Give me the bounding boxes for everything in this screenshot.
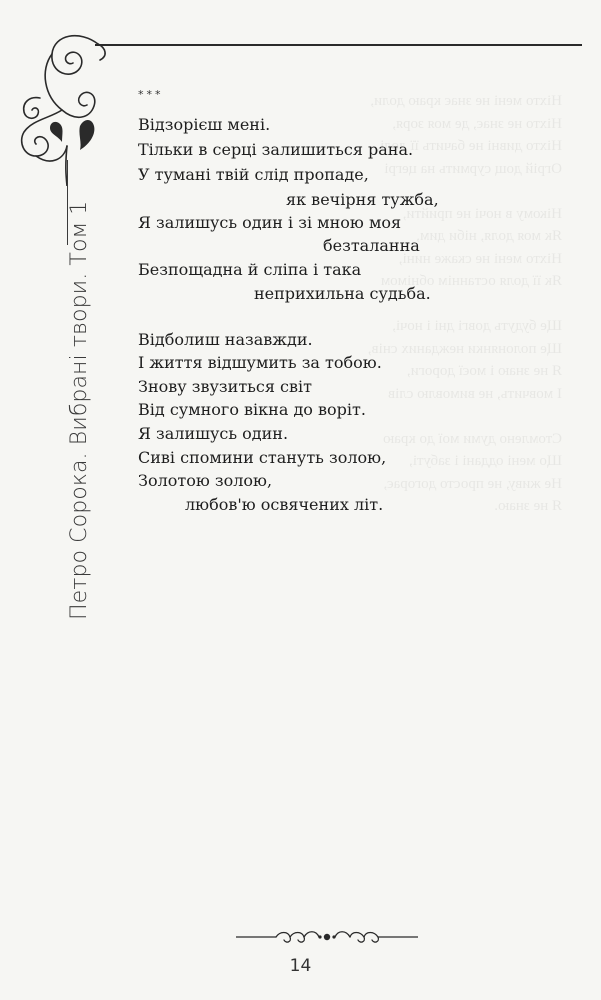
poem-line: І життя відшумить за тобою. (138, 353, 382, 372)
poem-line: Знову звузиться світ (138, 377, 312, 396)
poem-line: Відболиш назавжди. (138, 330, 313, 349)
poem-line: безталанна (323, 236, 420, 255)
top-rule (95, 44, 582, 46)
poem-line: Безпощадна й сліпа і така (138, 260, 362, 279)
poem-line: Тільки в серці залишиться рана. (138, 140, 414, 159)
poem-line: Сиві спомини стануть золою, (138, 448, 387, 467)
poem-line: Золотою золою, (138, 471, 273, 490)
poem-line: Відзорієш мені. (138, 115, 271, 134)
corner-flourish-ornament (10, 26, 120, 186)
poem-line: як вечірня тужба, (286, 190, 439, 209)
poem-line: Я залишусь один і зі мною моя (138, 213, 402, 232)
poem-line: неприхильна судьба. (254, 284, 431, 303)
section-separator: *** (138, 88, 164, 101)
bottom-scroll-ornament (236, 926, 418, 948)
poem-line: Від сумного вікна до воріт. (138, 400, 366, 419)
running-head: Петро Сорока. Вибрані твори. Том 1 (67, 200, 92, 620)
page-number: 14 (289, 956, 312, 976)
bleed-through-text: Ніхто мені не знає краю доли, Ніхто не знає, де моя зоря, Ніхто дивні не бачить її долі, Огрій дощ сурмить на цегрі Нікому в ночі не прийти, Як моя доля, ніби дим, Ніхто мені не скаже нині, Як її доля останнім обнімом Ще будуть довгі дні і ночі, Ще полонянки нежданих снів, Я не знаю і моєї дороги, І мовчить, не вимовлю слів Стомлено думи мої до краю Що мені оддані і забуті, Не живу, не просто догорає, Я не знаю. (367, 93, 562, 514)
poem-line: Я залишусь один. (138, 424, 289, 443)
poem-line: У тумані твій слід пропаде, (138, 165, 369, 184)
poem-line: любов'ю освячених літ. (185, 495, 384, 514)
